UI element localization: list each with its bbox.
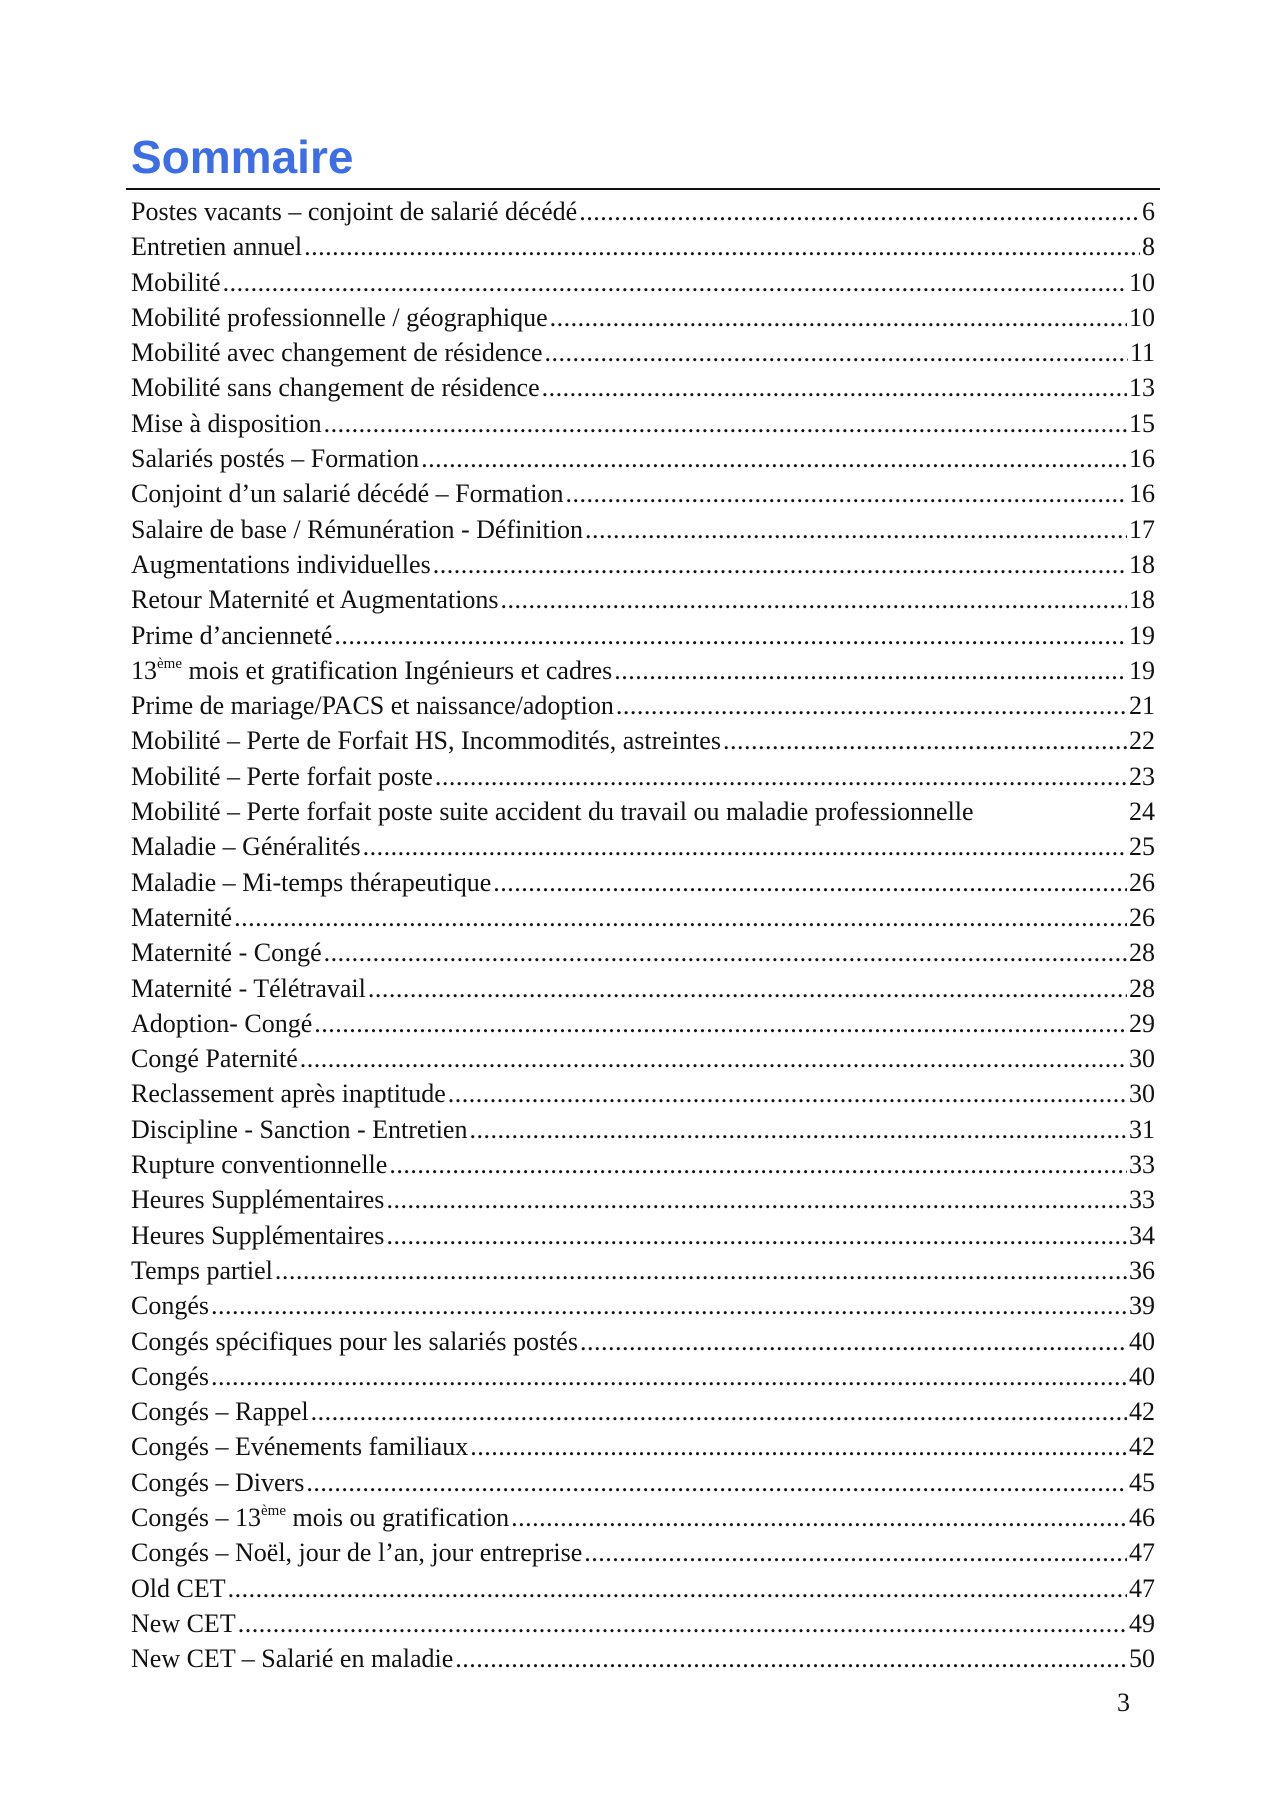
toc-entry-label: New CET – Salarié en maladie xyxy=(131,1644,454,1674)
toc-entry-label: Conjoint d’un salarié décédé – Formation xyxy=(131,479,564,509)
toc-entry-label-superscript: ème xyxy=(157,655,182,672)
toc-entry-label: Entretien annuel xyxy=(131,232,303,262)
toc-entry-label: Rupture conventionnelle xyxy=(131,1150,388,1180)
toc-entry-page-number: 31 xyxy=(1129,1114,1155,1144)
toc-entry-leader-dots xyxy=(334,618,1127,653)
toc-entry[interactable] xyxy=(131,688,1155,723)
toc-entry-page-number: 26 xyxy=(1129,867,1155,897)
toc-entry-leader-dots xyxy=(550,300,1127,335)
toc-entry-leader-dots xyxy=(493,865,1127,900)
toc-entry-label: Congés xyxy=(131,1291,209,1321)
toc-entry-leader-dots xyxy=(421,441,1127,476)
toc-entry-page-number: 10 xyxy=(1129,267,1155,297)
toc-entry-leader-dots xyxy=(386,1218,1127,1253)
toc-entry[interactable] xyxy=(131,1006,1155,1041)
toc-entry-label: Temps partiel xyxy=(131,1255,273,1285)
toc-entry-page-number: 47 xyxy=(1129,1573,1155,1603)
toc-entry-leader-dots xyxy=(455,1641,1127,1676)
toc-entry[interactable] xyxy=(131,829,1155,864)
toc-entry-label: Heures Supplémentaires xyxy=(131,1220,385,1250)
toc-entry-page-number: 39 xyxy=(1129,1291,1155,1321)
toc-entry-leader-dots xyxy=(211,1359,1127,1394)
toc-entry[interactable] xyxy=(131,1394,1155,1429)
toc-entry-page-number: 6 xyxy=(1142,197,1155,226)
toc-entry-label: Augmentations individuelles xyxy=(131,549,431,579)
toc-entry[interactable] xyxy=(131,935,1155,970)
toc-entry-label: Mobilité avec changement de résidence xyxy=(131,338,543,368)
toc-entry-page-number: 16 xyxy=(1129,444,1155,474)
toc-entry-label: Salaire de base / Rémunération - Définition xyxy=(131,514,583,544)
toc-entry[interactable] xyxy=(131,265,1155,300)
toc-entry-leader-dots xyxy=(324,406,1127,441)
page-number: 3 xyxy=(1117,1688,1130,1717)
toc-entry-leader-dots xyxy=(433,547,1127,582)
toc-entry-label: Maladie – Mi-temps thérapeutique xyxy=(131,867,492,897)
toc-entry-label: Mobilité xyxy=(131,267,221,297)
toc-entry-label: Congés – Noël, jour de l’an, jour entreprise xyxy=(131,1538,583,1568)
toc-entry-label: Mobilité – Perte forfait poste xyxy=(131,761,433,791)
toc-entry-leader-dots xyxy=(300,1041,1127,1076)
toc-entry-label-prefix: 13 xyxy=(131,655,157,685)
toc-entry[interactable] xyxy=(131,1182,1155,1217)
toc-entry-leader-dots xyxy=(580,1324,1127,1359)
toc-entry-page-number: 33 xyxy=(1129,1185,1155,1215)
toc-entry-page-number: 29 xyxy=(1129,1008,1155,1038)
toc-entry-label: Mobilité – Perte forfait poste suite accident du travail ou maladie professionnelle xyxy=(131,797,974,827)
toc-entry[interactable] xyxy=(131,1606,1155,1641)
toc-entry-leader-dots xyxy=(314,1006,1127,1041)
toc-entry-page-number: 18 xyxy=(1129,585,1155,615)
toc-entry-leader-dots xyxy=(306,1465,1127,1500)
toc-entry[interactable] xyxy=(131,1253,1155,1288)
toc-entry-label-prefix: Congés – 13 xyxy=(131,1502,261,1532)
toc-entry-page-number: 11 xyxy=(1129,338,1155,368)
toc-entry[interactable] xyxy=(131,1641,1155,1676)
toc-entry-leader-dots xyxy=(311,1394,1127,1429)
toc-entry-label: Maternité - Télétravail xyxy=(131,973,366,1003)
toc-entry[interactable] xyxy=(131,1429,1155,1464)
toc-entry[interactable] xyxy=(131,900,1155,935)
toc-entry[interactable] xyxy=(131,194,1155,229)
toc-entry-label: Congés – Evénements familiaux xyxy=(131,1432,469,1462)
toc-entry-page-number: 47 xyxy=(1129,1538,1155,1568)
toc-entry-page-number: 30 xyxy=(1129,1079,1155,1109)
toc-entry-leader-dots xyxy=(211,1288,1127,1323)
title-underline xyxy=(126,188,1160,190)
toc-entry[interactable] xyxy=(131,653,1155,688)
toc-entry-label-text: mois ou gratification xyxy=(285,1502,510,1532)
toc-entry-page-number: 40 xyxy=(1129,1361,1155,1391)
toc-entry-leader-dots xyxy=(223,265,1127,300)
toc-entry-page-number: 19 xyxy=(1129,620,1155,650)
toc-entry[interactable] xyxy=(131,759,1155,794)
toc-entry[interactable] xyxy=(131,1571,1155,1606)
toc-entry-label: Old CET xyxy=(131,1573,226,1603)
toc-entry-label: Maladie – Généralités xyxy=(131,832,361,862)
toc-entry[interactable] xyxy=(131,1324,1155,1359)
toc-entry-page-number: 30 xyxy=(1129,1044,1155,1074)
toc-entry-leader-dots xyxy=(723,723,1127,758)
toc-entry[interactable] xyxy=(131,582,1155,617)
toc-entry[interactable] xyxy=(131,1147,1155,1182)
toc-entry-label: Retour Maternité et Augmentations xyxy=(131,585,499,615)
toc-entry-label xyxy=(131,653,612,688)
toc-entry-leader-dots xyxy=(234,900,1127,935)
toc-entry[interactable] xyxy=(131,971,1155,1006)
toc-entry-page-number: 46 xyxy=(1129,1502,1155,1532)
toc-entry-page-number: 49 xyxy=(1129,1608,1155,1638)
toc-entry-page-number: 28 xyxy=(1129,973,1155,1003)
toc-entry-leader-dots xyxy=(542,370,1127,405)
toc-entry-leader-dots xyxy=(435,759,1127,794)
toc-entry-label: Discipline - Sanction - Entretien xyxy=(131,1114,468,1144)
toc-entry-page-number: 13 xyxy=(1129,373,1155,403)
toc-entry-page-number: 33 xyxy=(1129,1150,1155,1180)
toc-entry-label: Salariés postés – Formation xyxy=(131,444,420,474)
toc-entry-label: Congés – Divers xyxy=(131,1467,305,1497)
toc-entry-label: Congés xyxy=(131,1361,209,1391)
toc-entry[interactable] xyxy=(131,865,1155,900)
toc-entry[interactable] xyxy=(131,406,1155,441)
toc-entry-label: Maternité - Congé xyxy=(131,938,322,968)
toc-entry-leader-dots xyxy=(501,582,1127,617)
toc-entry-label: Mobilité professionnelle / géographique xyxy=(131,302,548,332)
toc-entry[interactable] xyxy=(131,547,1155,582)
toc-entry-page-number: 18 xyxy=(1129,549,1155,579)
toc-entry-page-number: 22 xyxy=(1129,726,1155,756)
toc-entry-page-number: 21 xyxy=(1129,691,1155,721)
toc-entry-page-number: 8 xyxy=(1142,232,1155,262)
toc-entry-leader-dots xyxy=(616,688,1127,723)
toc-entry-label: Congés spécifiques pour les salariés postés xyxy=(131,1326,578,1356)
toc-entry[interactable] xyxy=(131,1112,1155,1147)
toc-entry[interactable] xyxy=(131,300,1155,335)
toc-entry-leader-dots xyxy=(470,1429,1127,1464)
toc-entry-label: Prime de mariage/PACS et naissance/adoption xyxy=(131,691,614,721)
toc-entry-leader-dots xyxy=(544,335,1127,370)
toc-entry-page-number: 45 xyxy=(1129,1467,1155,1497)
toc-entry-page-number: 36 xyxy=(1129,1255,1155,1285)
toc-entry-label: Prime d’ancienneté xyxy=(131,620,333,650)
toc-entry-leader-dots xyxy=(389,1147,1127,1182)
toc-entry-page-number: 26 xyxy=(1129,902,1155,932)
toc-entry-label: Mobilité sans changement de résidence xyxy=(131,373,540,403)
toc-entry-page-number: 16 xyxy=(1129,479,1155,509)
toc-entry-label: Reclassement après inaptitude xyxy=(131,1079,446,1109)
toc-entry-leader-dots xyxy=(368,971,1127,1006)
toc-entry-page-number: 15 xyxy=(1129,408,1155,438)
toc-entry-leader-dots xyxy=(324,935,1127,970)
toc-entry-page-number: 42 xyxy=(1129,1432,1155,1462)
toc-entry-page-number: 23 xyxy=(1129,761,1155,791)
toc-entry-label-text: mois et gratification Ingénieurs et cadres xyxy=(181,655,613,685)
toc-entry[interactable] xyxy=(131,476,1155,511)
toc-entry-page-number: 24 xyxy=(1129,797,1155,827)
toc-entry-label: Congé Paternité xyxy=(131,1044,298,1074)
toc-entry-leader-dots xyxy=(386,1182,1127,1217)
toc-entry[interactable] xyxy=(131,1218,1155,1253)
toc-entry-leader-dots xyxy=(238,1606,1127,1641)
toc-entry-label: Heures Supplémentaires xyxy=(131,1185,385,1215)
toc-entry-page-number: 50 xyxy=(1129,1644,1155,1674)
toc-entry[interactable] xyxy=(131,1359,1155,1394)
toc-entry[interactable] xyxy=(131,229,1155,264)
toc-entry-label: Mise à disposition xyxy=(131,408,322,438)
toc-entry[interactable] xyxy=(131,1041,1155,1076)
toc-entry-label: Congés – Rappel xyxy=(131,1397,309,1427)
toc-entry-leader-dots xyxy=(469,1112,1127,1147)
toc-entry-label: New CET xyxy=(131,1608,236,1638)
toc-entry-page-number: 10 xyxy=(1129,302,1155,332)
toc-entry[interactable] xyxy=(131,335,1155,370)
toc-entry-page-number: 40 xyxy=(1129,1326,1155,1356)
toc-entry-leader-dots xyxy=(579,194,1140,229)
toc-entry[interactable] xyxy=(131,1465,1155,1500)
toc-entry-leader-dots xyxy=(566,476,1127,511)
toc-entry[interactable] xyxy=(131,1500,1155,1535)
toc-entry-label: Maternité xyxy=(131,902,233,932)
toc-entry-label: Adoption- Congé xyxy=(131,1008,313,1038)
page-title: Sommaire xyxy=(131,131,354,183)
toc-entry-page-number: 19 xyxy=(1129,655,1155,685)
toc-entry-page-number: 28 xyxy=(1129,938,1155,968)
toc-entry-label-superscript: ème xyxy=(261,1502,286,1519)
toc-entry-leader-dots xyxy=(363,829,1127,864)
toc-entry-page-number: 42 xyxy=(1129,1397,1155,1427)
toc-entry-leader-dots xyxy=(304,229,1140,264)
toc-entry[interactable] xyxy=(131,1535,1155,1570)
table-of-contents xyxy=(131,194,1155,1676)
toc-entry-page-number: 34 xyxy=(1129,1220,1155,1250)
toc-entry[interactable] xyxy=(131,794,1155,829)
toc-entry[interactable] xyxy=(131,618,1155,653)
toc-entry-label: Mobilité – Perte de Forfait HS, Incommodités, astreintes xyxy=(131,726,721,756)
toc-entry-page-number: 17 xyxy=(1129,514,1155,544)
toc-entry[interactable] xyxy=(131,723,1155,758)
toc-entry-label xyxy=(131,1500,509,1535)
toc-entry-leader-dots xyxy=(511,1500,1127,1535)
toc-entry-leader-dots xyxy=(585,512,1127,547)
toc-entry-leader-dots xyxy=(228,1571,1127,1606)
toc-entry[interactable] xyxy=(131,512,1155,547)
toc-entry-leader-dots xyxy=(584,1535,1127,1570)
toc-entry[interactable] xyxy=(131,1076,1155,1111)
toc-entry-leader-dots xyxy=(275,1253,1127,1288)
toc-entry-leader-dots xyxy=(448,1076,1127,1111)
toc-entry-page-number: 25 xyxy=(1129,832,1155,862)
toc-entry-leader-dots xyxy=(614,653,1127,688)
toc-entry-label: Postes vacants – conjoint de salarié décédé xyxy=(131,197,578,226)
toc-entry[interactable] xyxy=(131,370,1155,405)
toc-entry[interactable] xyxy=(131,441,1155,476)
toc-entry[interactable] xyxy=(131,1288,1155,1323)
